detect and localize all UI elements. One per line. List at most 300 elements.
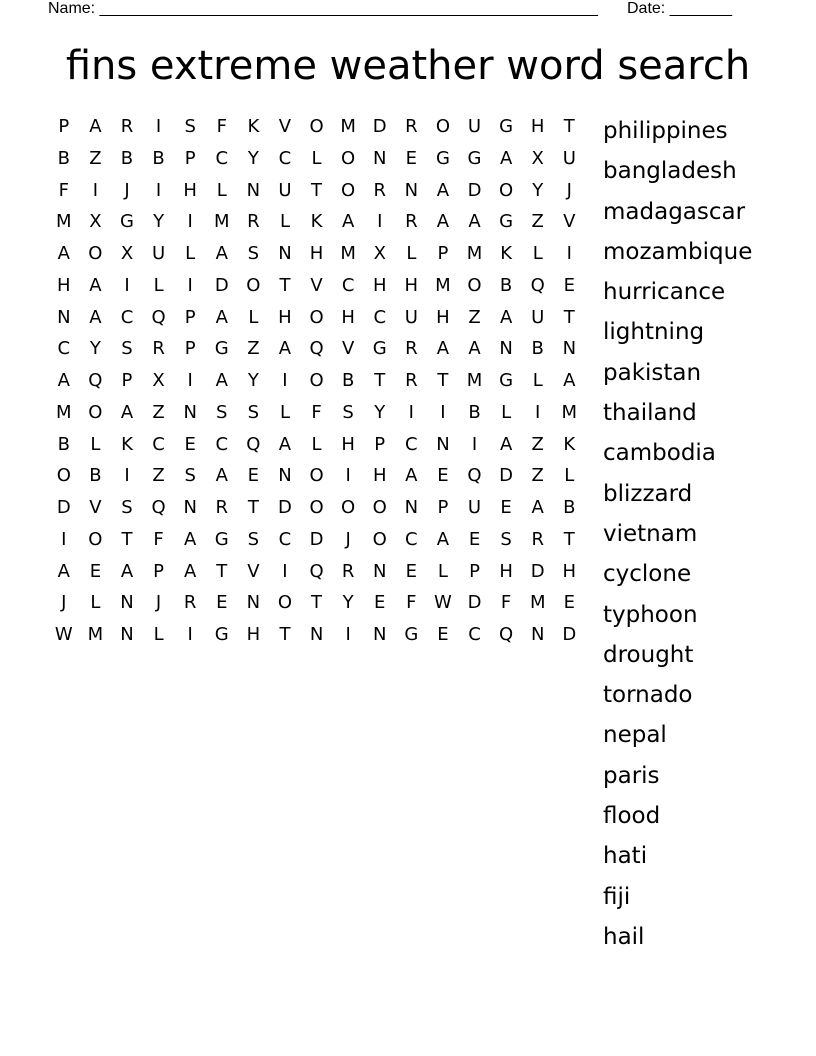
grid-letter: M [435,274,451,296]
grid-letter: L [279,401,290,423]
grid-letter: Q [309,338,324,360]
word-list-item: mozambique [603,238,753,265]
word-list-item: philippines [603,118,728,144]
grid-letter: C [57,338,71,360]
grid-letter: U [151,243,166,264]
grid-letter: D [278,497,292,518]
grid-letter: P [153,560,164,582]
grid-letter: I [187,211,193,233]
grid-letter: S [184,465,196,487]
grid-letter: Q [151,497,166,518]
grid-letter: S [121,338,133,360]
grid-letter: K [247,116,260,137]
grid-letter: H [341,306,355,328]
grid-letter: U [467,497,482,518]
grid-letter: W [54,624,73,645]
grid-letter: I [61,528,67,550]
grid-letter: I [124,465,130,487]
word-list-item: hurricance [603,279,726,306]
grid-row [48,241,586,273]
grid-letter: Z [531,433,544,455]
grid-letter: B [57,147,70,169]
grid-letter: N [120,624,134,645]
grid-letter: I [282,560,288,582]
grid-letter: A [120,560,134,582]
grid-letter: O [435,116,450,137]
grid-letter: Z [247,338,260,360]
grid-letter: S [342,401,354,423]
grid-letter: A [89,274,102,296]
grid-letter: F [406,592,417,614]
grid-letter: A [215,370,228,391]
grid-letter: H [436,306,450,328]
grid-letter: F [500,592,512,614]
grid-letter: Q [309,560,324,582]
grid-letter: O [246,274,261,296]
grid-letter: O [56,465,71,487]
grid-letter: S [121,497,133,518]
grid-letter: E [184,433,196,455]
grid-letter: O [341,147,356,169]
grid-letter: Z [152,465,165,487]
grid-letter: F [58,179,69,201]
grid-letter: H [278,306,292,328]
grid-letter: N [183,401,197,423]
grid-letter: N [499,338,513,360]
grid-letter: A [436,179,450,201]
grid-letter: L [216,179,227,201]
grid-letter: I [155,179,162,201]
word-list-item: paris [603,762,660,789]
grid-letter: A [215,465,228,487]
grid-letter: C [120,306,134,328]
grid-row [48,559,586,591]
grid-letter: R [405,211,418,233]
grid-letter: O [309,116,324,137]
grid-letter: T [279,274,291,296]
grid-letter: L [248,306,259,328]
grid-letter: T [311,592,323,614]
grid-letter: D [56,497,71,518]
grid-letter: Q [88,370,103,391]
grid-letter: R [341,560,355,582]
grid-letter: A [341,211,355,233]
grid-letter: L [532,370,543,391]
grid-letter: I [345,465,351,487]
word-list-item: cyclone [603,561,692,588]
grid-letter: F [216,116,227,137]
grid-letter: A [563,370,576,391]
grid-letter: A [436,211,450,233]
grid-letter: T [437,370,449,391]
grid-letter: H [372,274,387,296]
grid-letter: N [530,624,545,645]
grid-letter: N [57,306,71,328]
grid-letter: C [468,624,481,645]
word-list [603,111,808,957]
grid-letter: E [216,592,228,614]
grid-letter: T [311,179,323,201]
grid-letter: G [499,211,514,233]
grid-letter: A [468,338,481,360]
grid-letter: Q [467,465,482,487]
grid-letter: A [89,116,102,137]
grid-letter: R [215,497,229,518]
grid-letter: N [278,465,292,487]
grid-letter: S [184,116,196,137]
grid-letter: O [88,528,103,550]
grid-letter: O [341,497,356,518]
grid-letter: C [278,528,292,550]
grid-letter: J [566,179,572,201]
grid-letter: A [89,306,102,328]
grid-letter: D [309,528,324,550]
grid-letter: H [309,243,324,264]
grid-letter: L [501,401,512,423]
word-list-item: lightning [603,319,705,346]
grid-letter: A [468,211,481,233]
grid-letter: D [467,592,482,614]
word-list-item: drought [603,641,694,668]
grid-letter: C [373,306,387,328]
grid-letter: E [500,497,512,518]
grid-letter: O [309,497,324,518]
grid-letter: G [214,624,229,645]
word-list-item: tornado [603,682,693,709]
grid-letter: T [216,560,228,582]
grid-letter: R [405,116,418,137]
grid-row [48,273,586,305]
grid-letter: R [183,592,197,614]
grid-letter: V [247,560,260,582]
grid-letter: Y [247,147,259,169]
grid-letter: A [215,306,228,328]
grid-row [48,178,586,210]
grid-letter: P [184,147,196,169]
grid-letter: D [372,116,387,137]
grid-letter: L [153,274,164,296]
grid-letter: B [57,433,70,455]
grid-letter: P [469,560,480,582]
grid-letter: M [561,401,578,423]
grid-letter: A [278,433,292,455]
grid-letter: Y [374,401,386,423]
grid-letter: D [562,624,577,645]
grid-letter: I [282,370,288,391]
grid-row [48,305,586,337]
word-list-item: hail [603,923,645,950]
grid-letter: I [377,211,383,233]
grid-letter: S [500,528,512,550]
grid-letter: B [152,147,165,169]
grid-letter: M [56,211,72,233]
grid-row [48,495,586,527]
grid-letter: I [92,179,99,201]
page-title: fins extreme weather word search [65,43,751,89]
grid-letter: F [153,528,164,550]
grid-letter: Y [89,338,101,360]
grid-letter: P [437,243,449,264]
grid-letter: S [247,243,260,264]
letter-grid [48,114,586,654]
grid-letter: C [215,433,229,455]
grid-letter: Z [89,147,102,169]
grid-letter: G [435,147,450,169]
grid-letter: O [499,179,514,201]
grid-letter: E [468,528,481,550]
grid-letter: A [57,370,70,391]
grid-letter: T [121,528,133,550]
grid-row [48,622,586,654]
word-list-item: hati [603,843,648,870]
grid-letter: A [436,338,450,360]
grid-letter: O [372,528,387,550]
grid-letter: N [373,624,387,645]
grid-letter: P [184,338,196,360]
grid-letter: P [184,306,196,328]
grid-letter: P [437,497,449,518]
grid-letter: N [278,243,292,264]
grid-letter: A [499,147,513,169]
grid-letter: L [185,243,196,264]
grid-letter: N [183,497,197,518]
grid-letter: R [405,370,418,391]
grid-letter: H [372,465,387,487]
grid-letter: I [345,624,351,645]
grid-letter: E [563,274,575,296]
grid-letter: O [309,465,324,487]
grid-row [48,368,586,400]
grid-letter: D [499,465,514,487]
grid-letter: K [500,243,513,264]
grid-letter: J [124,179,130,201]
grid-letter: I [535,401,541,423]
grid-letter: K [563,433,576,455]
grid-letter: H [57,274,71,296]
grid-letter: E [437,624,449,645]
grid-letter: G [499,116,514,137]
grid-letter: E [437,465,449,487]
grid-letter: C [215,147,229,169]
grid-letter: O [309,370,324,391]
grid-letter: E [89,560,102,582]
grid-letter: C [341,274,355,296]
grid-letter: O [467,274,482,296]
grid-row [48,114,586,146]
grid-letter: I [155,116,162,137]
grid-letter: Y [153,211,165,233]
grid-letter: X [89,211,102,233]
grid-letter: H [530,116,545,137]
grid-letter: H [562,560,577,582]
grid-letter: U [531,306,545,328]
grid-letter: V [563,211,576,233]
grid-letter: K [121,433,133,455]
grid-letter: G [214,338,229,360]
grid-letter: L [90,433,101,455]
grid-letter: A [499,306,513,328]
grid-letter: L [311,433,322,455]
grid-row [48,432,586,464]
grid-row [48,463,586,495]
grid-letter: A [184,560,197,582]
grid-letter: E [563,592,575,614]
grid-letter: I [124,274,130,296]
grid-letter: B [499,274,513,296]
grid-letter: A [120,401,134,423]
grid-letter: M [340,116,356,137]
grid-row [48,400,586,432]
grid-letter: C [152,433,165,455]
grid-letter: R [373,179,386,201]
grid-letter: L [532,243,543,264]
grid-letter: B [120,147,134,169]
grid-letter: S [247,528,260,550]
grid-letter: Q [499,624,514,645]
grid-letter: H [341,433,355,455]
grid-letter: A [57,243,70,264]
grid-letter: N [246,592,261,614]
grid-letter: L [437,560,448,582]
grid-row [48,209,586,241]
grid-letter: E [247,465,260,487]
grid-letter: A [278,338,292,360]
grid-letter: B [341,370,355,391]
grid-letter: I [566,243,572,264]
grid-letter: L [564,465,575,487]
grid-letter: B [89,465,102,487]
grid-letter: V [310,274,323,296]
grid-letter: L [279,211,290,233]
grid-letter: T [563,306,575,328]
grid-letter: D [214,274,229,296]
grid-letter: P [121,370,133,391]
grid-letter: N [246,179,261,201]
grid-letter: R [405,338,418,360]
grid-letter: A [57,560,70,582]
grid-letter: L [406,243,417,264]
grid-letter: C [405,433,418,455]
grid-letter: T [247,497,259,518]
grid-letter: H [183,179,197,201]
word-list-item: typhoon [603,601,698,628]
grid-letter: P [58,116,70,137]
grid-letter: F [311,401,322,423]
grid-letter: O [88,401,103,423]
grid-letter: R [152,338,165,360]
grid-letter: Q [530,274,545,296]
grid-letter: G [372,338,387,360]
grid-letter: C [278,147,292,169]
grid-letter: Z [531,465,544,487]
grid-letter: D [467,179,482,201]
grid-letter: J [345,528,351,550]
grid-letter: N [120,592,134,614]
grid-letter: N [562,338,577,360]
grid-letter: J [61,592,67,614]
grid-letter: S [247,401,260,423]
grid-letter: O [372,497,387,518]
grid-row [48,527,586,559]
grid-letter: X [531,147,544,169]
grid-letter: R [247,211,260,233]
grid-letter: O [277,592,293,614]
grid-letter: O [309,306,324,328]
grid-letter: N [373,147,387,169]
grid-letter: O [341,179,356,201]
grid-letter: Z [468,306,481,328]
grid-letter: A [215,243,228,264]
grid-letter: C [405,528,418,550]
grid-letter: T [279,624,291,645]
word-list-item: blizzard [603,480,693,507]
grid-letter: U [467,116,482,137]
grid-letter: M [529,592,546,614]
grid-letter: M [214,211,230,233]
grid-letter: U [404,306,418,328]
grid-letter: X [373,243,386,264]
word-list-item: flood [603,803,661,830]
grid-letter: A [184,528,197,550]
grid-letter: E [405,147,418,169]
grid-letter: G [467,147,482,169]
word-list-item: vietnam [603,520,698,547]
grid-letter: I [187,274,193,296]
grid-letter: L [311,147,322,169]
grid-letter: L [153,624,164,645]
word-list-item: madagascar [603,198,746,225]
grid-letter: Y [342,592,354,614]
grid-letter: H [246,624,261,645]
grid-letter: A [405,465,418,487]
grid-letter: L [90,592,101,614]
grid-letter: M [56,401,72,423]
grid-letter: E [374,592,386,614]
grid-letter: J [155,592,162,614]
grid-letter: X [120,243,134,264]
grid-letter: B [563,497,576,518]
grid-row [48,336,586,368]
grid-letter: G [120,211,134,233]
grid-letter: N [309,624,324,645]
grid-letter: B [468,401,481,423]
grid-letter: V [89,497,102,518]
grid-letter: T [374,370,386,391]
grid-letter: Z [152,401,165,423]
grid-letter: A [531,497,544,518]
grid-letter: V [341,338,355,360]
date-field-line: Date: _______ [627,0,732,17]
grid-letter: N [373,560,387,582]
grid-letter: N [404,179,419,201]
word-list-item: pakistan [603,359,702,386]
grid-letter: A [499,433,513,455]
grid-letter: Z [531,211,544,233]
grid-letter: R [120,116,134,137]
grid-letter: V [278,116,292,137]
word-list-item: nepal [603,722,667,749]
word-list-item: bangladesh [603,158,737,185]
word-list-item: cambodia [603,440,716,467]
grid-letter: G [499,370,514,391]
grid-row [48,590,586,622]
word-list-item: thailand [603,400,697,427]
grid-letter: E [405,560,418,582]
grid-letter: G [404,624,419,645]
grid-row [48,146,586,178]
grid-letter: S [216,401,228,423]
grid-letter: I [471,433,478,455]
